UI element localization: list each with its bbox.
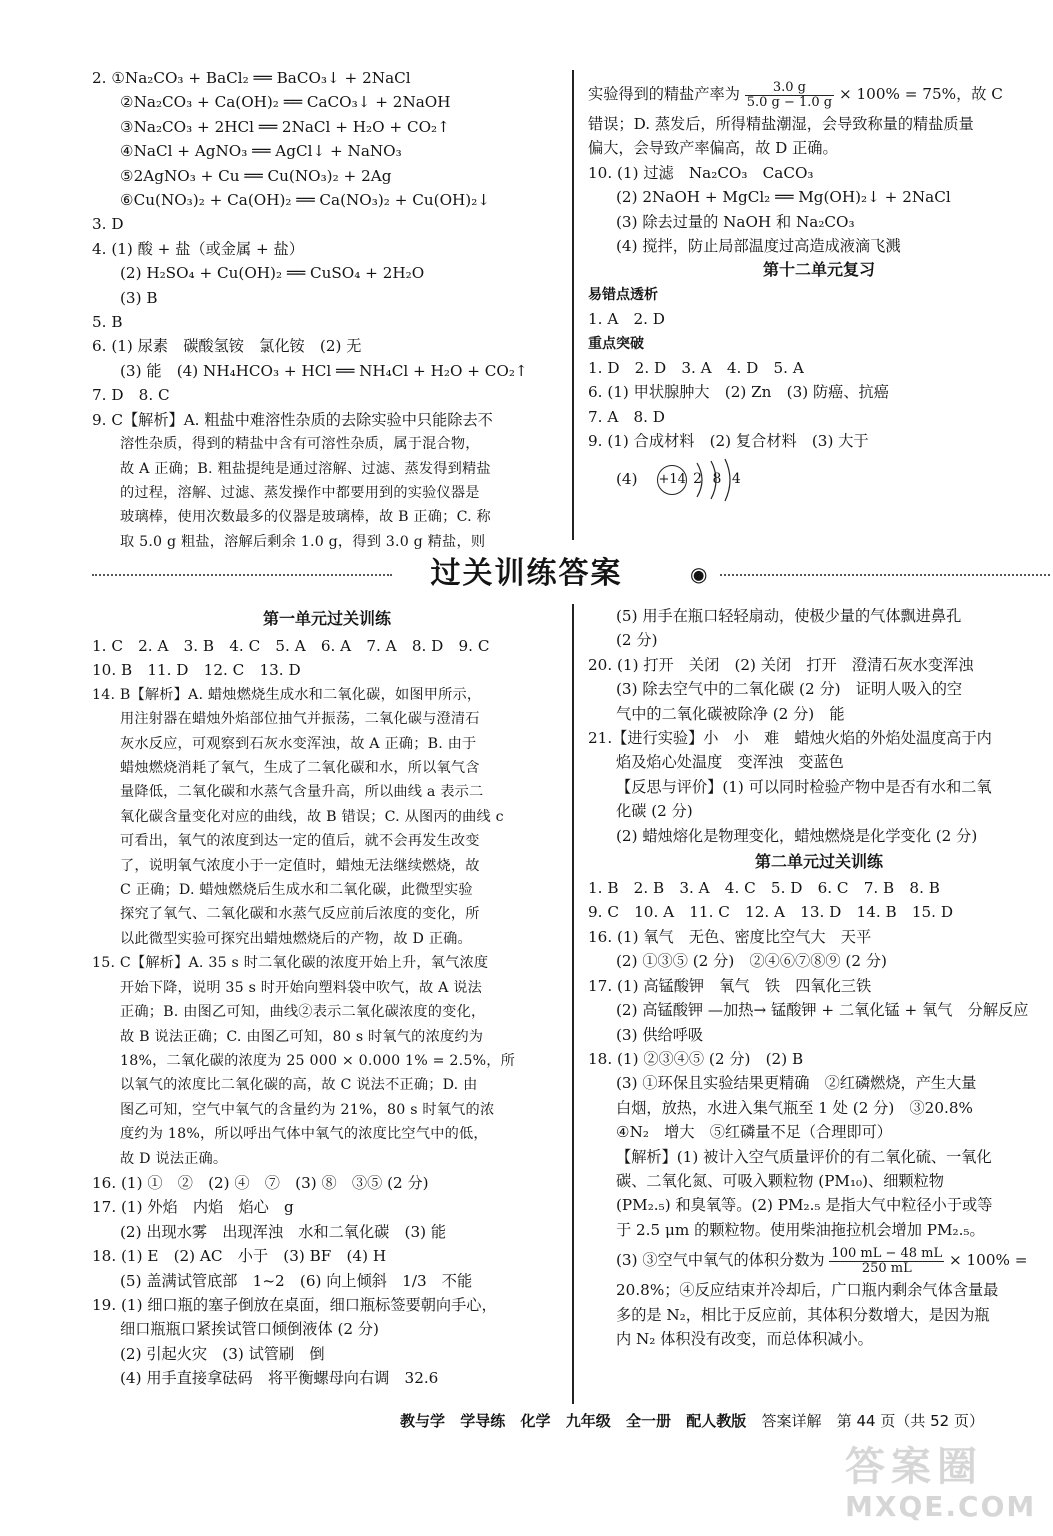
text-line: 10. B 11. D 12. C 13. D [92,661,301,680]
text-line: 取 5.0 g 粗盐，溶解后剩余 1.0 g，得到 3.0 g 精盐，则 [120,533,486,550]
text-line: (3) 除去空气中的二氧化碳 (2 分) 证明人吸入的空 [616,680,963,699]
text-line: (2 分) [616,631,658,650]
text-line: (PM₂.₅) 和臭氧等。(2) PM₂.₅ 是指大气中粒径小于或等 [616,1196,993,1215]
text-line: 了，说明氧气浓度小于一定值时，蜡烛无法继续燃烧，故 [120,857,480,874]
text-line: 1. B 2. B 3. A 4. C 5. D 6. C 7. B 8. B [588,879,940,898]
q9-4-label: (4) [616,469,638,488]
text-line: 6. (1) 甲状腺肿大 (2) Zn (3) 防癌、抗癌 [588,383,889,402]
text-line: ④N₂ 增大 ⑤红磷量不足（合理即可） [616,1123,892,1142]
text-line: 故 D 说法正确。 [120,1150,228,1167]
text-line: 故 B 说法正确；C. 由图乙可知，80 s 时氧气的浓度约为 [120,1028,484,1045]
electron-shells: 2 8 4 [693,470,744,487]
unit12-review-heading: 第十二单元复习 [762,260,875,280]
fraction-numerator: 100 mL − 48 mL [831,1245,943,1261]
text-line: C 正确；D. 蜡烛燃烧后生成水和二氧化碳，此微型实验 [120,882,473,899]
footer-subject: 化学 [520,1412,551,1430]
text-line: 1. C 2. A 3. B 4. C 5. A 6. A 7. A 8. D 9. C [92,637,490,655]
footer-page-number: 第 44 页（共 52 页） [836,1412,984,1430]
text-line: 10. (1) 过滤 Na₂CO₃ CaCO₃ [588,163,814,182]
page-footer [400,1410,1040,1431]
text-line: 19. (1) 细口瓶的塞子倒放在桌面，细口瓶标签要朝向手心， [92,1295,497,1314]
yield-suffix: × 100% = 75%，故 C [838,85,1003,103]
text-line: 9. C 10. A 11. C 12. A 13. D 14. B 15. D [588,903,954,922]
unit1-heading: 第一单元过关训练 [262,609,391,628]
text-line: 于 2.5 μm 的颗粒物。使用柴油拖拉机会增加 PM₂.₅。 [616,1220,985,1239]
text-line: 18. (1) E (2) AC 小于 (3) BF (4) H [92,1247,387,1266]
footer-section: 答案详解 [761,1412,822,1430]
column-divider-bottom [572,604,574,1404]
watermark-line1: 答案圈 [845,1444,983,1490]
yield-numerator: 3.0 g [745,81,834,96]
text-line: (2) 高锰酸钾 —加热→ 锰酸钾 + 二氧化锰 + 氧气 分解反应 [616,1001,1029,1020]
text-line: (2) 蜡烛熔化是物理变化，蜡烛燃烧是化学变化 (2 分) [616,826,978,845]
text-line: 灰水反应，可观察到石灰水变浑浊，故 A 正确；B. 由于 [120,735,477,752]
text-line: 20.8%；④反应结束并冷却后，广口瓶内剩余气体含量最 [616,1281,999,1300]
watermark-logo [845,1444,1045,1530]
right-bottom-lines-a [588,604,1050,848]
atom-nucleus: +14 [657,465,687,495]
text-line: (4) 搅拌，防止局部温度过高造成液滴飞溅 [616,237,901,256]
footer-volume: 全一册 [626,1412,672,1430]
atom-structure-line [588,454,1050,504]
fraction-prefix: (3) ③空气中氧气的体积分数为 [616,1251,825,1270]
fraction-suffix: × 100% = [948,1251,1028,1270]
text-line: (4) 用手直接拿砝码 将平衡螺母向右调 32.6 [120,1369,439,1388]
right-bottom-lines-c [588,1278,1050,1351]
yield-fraction [745,81,834,110]
text-line: 9. C【解析】A. 粗盐中难溶性杂质的去除实验中只能除去不 [92,410,493,429]
text-line: 7. A 8. D [588,407,665,426]
yield-denominator: 5.0 g − 1.0 g [746,94,833,110]
text-line: ⑥Cu(NO₃)₂ + Ca(OH)₂ ══ Ca(NO₃)₂ + Cu(OH)₂↓ [120,191,491,210]
text-line: (5) 盖满试管底部 1~2 (6) 向上倾斜 1/3 不能 [120,1271,473,1290]
text-line: 16. (1) ① ② (2) ④ ⑦ (3) ⑧ ③⑤ (2 分) [92,1173,429,1192]
text-line: (3) 能 (4) NH₄HCO₃ + HCl ══ NH₄Cl + H₂O + CO₂↑ [120,361,528,380]
text-line: 18. (1) ②③④⑤ (2 分) (2) B [588,1049,804,1068]
text-line: 溶性杂质，得到的精盐中含有可溶性杂质，属于混合物， [120,436,480,453]
text-line: 氧化碳含量变化对应的曲线，故 B 错误；C. 从图丙的曲线 c [120,808,504,825]
text-line: 白烟，放热，水进入集气瓶至 1 处 (2 分) ③20.8% [616,1098,973,1117]
text-line: 17. (1) 高锰酸钾 氧气 铁 四氧化三铁 [588,976,872,995]
footer-book: 教与学 [400,1412,446,1430]
footer-grade: 九年级 [565,1412,611,1430]
text-line: 5. B [92,313,123,332]
text-line: 化碳 (2 分) [616,802,693,821]
text-line: 蜡烛燃烧消耗了氧气，生成了二氧化碳和水，所以氧气含 [120,760,480,777]
text-line: ④NaCl + AgNO₃ ══ AgCl↓ + NaNO₃ [120,142,402,161]
text-line: 气中的二氧化碳被除净 (2 分) 能 [616,704,845,723]
text-line: 探究了氧气、二氧化碳和水蒸气反应前后浓度的变化，所 [120,906,480,923]
text-line: ②Na₂CO₃ + Ca(OH)₂ ══ CaCO₃↓ + 2NaOH [120,93,451,112]
tag-easy-mistakes: 易错点透析 [588,286,658,303]
text-line: 14. B【解析】A. 蜡烛燃烧生成水和二氧化碳，如图甲所示， [92,686,482,703]
text-line: 7. D 8. C [92,386,170,405]
text-line: 2. ①Na₂CO₃ + BaCl₂ ══ BaCO₃↓ + 2NaCl [92,69,411,87]
unit1-lines [92,634,562,1391]
text-line: 细口瓶瓶口紧挨试管口倾倒液体 (2 分) [120,1320,379,1339]
text-line: 故 A 正确；B. 粗盐提纯是通过溶解、过滤、蒸发得到精盐 [120,460,491,477]
yield-line [588,76,1050,112]
footer-edition: 配人教版 [686,1412,747,1430]
text-line: 1. D 2. D 3. A 4. D 5. A [588,359,804,378]
oxygen-fraction [829,1247,944,1276]
text-line: 【解析】(1) 被计入空气质量评价的有二氧化硫、一氧化 [616,1147,992,1166]
text-line: 偏大，会导致产率偏高，故 D 正确。 [588,139,838,158]
text-line: 正确；B. 由图乙可知，曲线②表示二氧化碳浓度的变化， [120,1004,486,1021]
text-line: (2) 2NaOH + MgCl₂ ══ Mg(OH)₂↓ + 2NaCl [616,188,951,207]
text-line: 3. D [92,215,124,234]
text-line: 开始下降，说明 35 s 时开始向塑料袋中吹气，故 A 说法 [120,979,483,996]
text-line: 玻璃棒，使用次数最多的仪器是玻璃棒，故 B 正确；C. 称 [120,509,491,526]
text-line: 16. (1) 氧气 无色、密度比空气大 天平 [588,927,872,946]
key-points-lines [588,356,1050,454]
text-line: ⑤2AgNO₃ + Cu ══ Cu(NO₃)₂ + 2Ag [120,166,392,185]
text-line: ③Na₂CO₃ + 2HCl ══ 2NaCl + H₂O + CO₂↑ [120,117,450,136]
text-line: 9. (1) 合成材料 (2) 复合材料 (3) 大于 [588,432,869,451]
right-bottom-column [588,604,1050,1351]
text-line: 以氧气的浓度比二氧化碳的高，故 C 说法不正确；D. 由 [120,1077,478,1094]
right-top-lines [588,112,1050,258]
text-line: 碳、二氧化氮、可吸入颗粒物 (PM₁₀)、细颗粒物 [616,1171,944,1190]
yield-prefix: 实验得到的精盐产率为 [588,85,740,103]
fraction-denominator: 250 mL [861,1260,912,1276]
text-line: 18%，二氧化碳的浓度为 25 000 × 0.000 1% = 2.5%，所 [120,1052,516,1069]
banner-title: 过关训练答案 [413,552,641,596]
text-line: 6. (1) 尿素 碳酸氢铵 氯化铵 (2) 无 [92,337,362,356]
text-line: (3) 除去过量的 NaOH 和 Na₂CO₃ [616,212,855,231]
text-line: (2) 引起火灾 (3) 试管刷 倒 [120,1344,325,1363]
text-line: (2) ①③⑤ (2 分) ②④⑥⑦⑧⑨ (2 分) [616,952,887,971]
banner-ornament-right: ◉ [690,562,708,586]
text-line: 多的是 N₂，相比于反应前，其体积分数增大，是因为瓶 [616,1305,990,1324]
text-line: (2) H₂SO₄ + Cu(OH)₂ ══ CuSO₄ + 2H₂O [120,264,425,283]
text-line: 错误；D. 蒸发后，所得精盐潮湿，会导致称量的精盐质量 [588,115,974,133]
text-line: 可看出，氧气的浓度到达一定的值后，就不会再发生改变 [120,833,480,850]
text-line: (5) 用手在瓶口轻轻扇动，使极少量的气体飘进鼻孔 [616,607,962,625]
watermark-line2: MXQE.COM [845,1490,1037,1523]
unit2-heading: 第二单元过关训练 [754,852,883,872]
easy-answers: 1. A 2. D [588,310,665,329]
text-line: 度约为 18%，所以呼出气体中氧气的浓度比空气中的低， [120,1126,488,1143]
section-banner [0,552,1053,596]
column-divider-top [572,70,574,540]
right-bottom-lines-b [588,876,1050,1242]
text-line: 4. (1) 酸 + 盐（或金属 + 盐） [92,239,304,258]
text-line: 焰及焰心处温度 变浑浊 变蓝色 [616,753,844,772]
text-line: 15. C【解析】A. 35 s 时二氧化碳的浓度开始上升，氧气浓度 [92,955,489,972]
footer-series: 学导练 [460,1412,506,1430]
tag-key-points: 重点突破 [588,335,644,352]
unit1-column [92,604,562,1391]
text-line: 图乙可知，空气中氧气的含量约为 21%，80 s 时氧气的浓 [120,1101,495,1118]
silicon-atom-diagram [657,457,747,503]
text-line: 以此微型实验可探究出蜡烛燃烧后的产物，故 D 正确。 [120,930,472,947]
text-line: 【反思与评价】(1) 可以同时检验产物中是否有水和二氧 [616,777,992,796]
text-line: (3) ①环保且实验结果更精确 ②红磷燃烧，产生大量 [616,1074,977,1093]
text-line: (3) B [120,288,158,307]
text-line: 17. (1) 外焰 内焰 焰心 g [92,1198,294,1217]
text-line: (3) 供给呼吸 [616,1025,704,1044]
text-line: 21.【进行实验】小 小 难 蜡烛火焰的外焰处温度高于内 [588,729,992,748]
text-line: 20. (1) 打开 关闭 (2) 关闭 打开 澄清石灰水变浑浊 [588,655,974,674]
text-line: 内 N₂ 体积没有改变，而总体积减小。 [616,1329,873,1348]
left-top-column [92,66,562,554]
oxygen-fraction-line [588,1242,1050,1278]
text-line: 的过程，溶解、过滤、蒸发操作中都要用到的实验仪器是 [120,484,480,501]
right-top-column [588,76,1050,504]
text-line: (2) 出现水雾 出现浑浊 水和二氧化碳 (3) 能 [120,1222,447,1241]
text-line: 量降低，二氧化碳和水蒸气含量升高，所以曲线 a 表示二 [120,784,484,801]
text-line: 用注射器在蜡烛外焰部位抽气并振荡，二氧化碳与澄清石 [120,711,480,728]
